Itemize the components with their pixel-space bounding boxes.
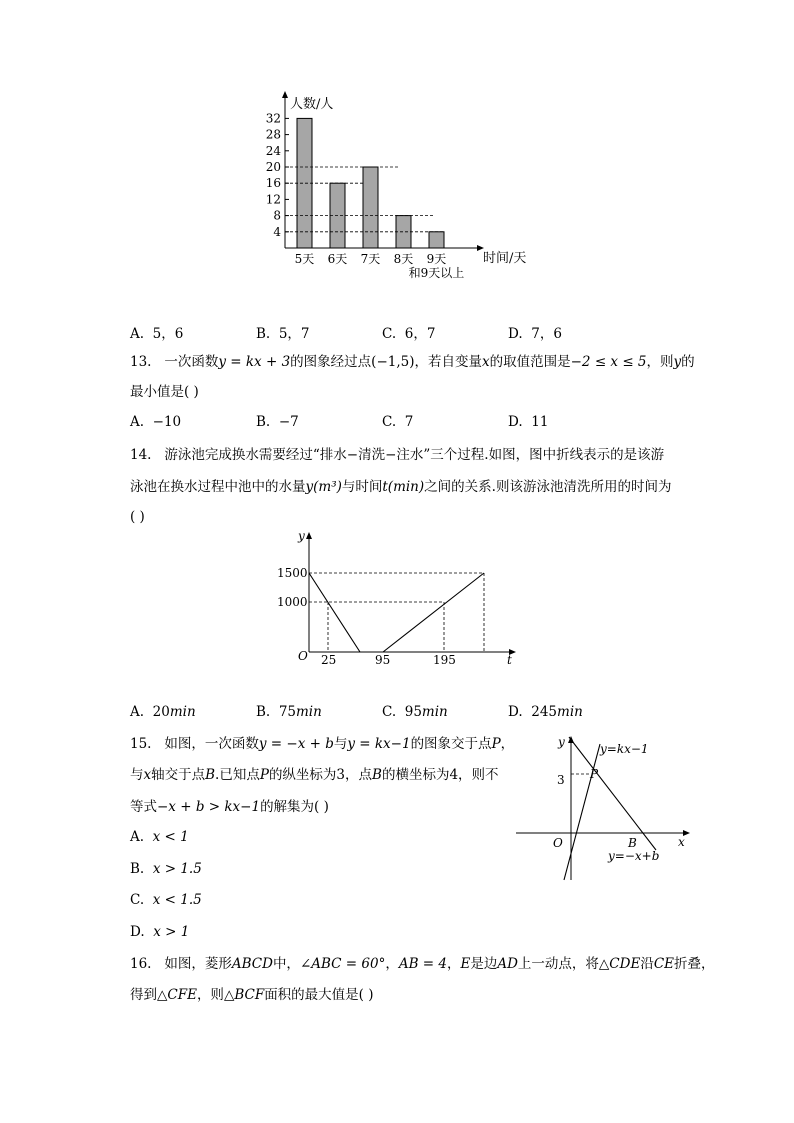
q13-option-d[interactable]: D. 11 [508,414,549,430]
category-label: 7天 [360,252,381,266]
y-tick-label: 28 [265,127,281,142]
q14-option-c[interactable]: C. 95min [382,704,448,720]
q15-option-d[interactable]: D. x > 1 [130,924,190,940]
category-label: 6天 [327,252,348,266]
q16-stem-line1: 16. 如图，菱形ABCD中，∠ABC = 60°，AB = 4，E是边AD上一动点，将△CDE沿CE折叠， [130,956,715,972]
q15-stem-line2: 与x轴交于点B.已知点P的纵坐标为3，点B的横坐标为4，则不 [130,767,499,783]
y-axis-label: y [298,529,305,543]
tick-95: 95 [375,653,391,667]
q13-stem-line2: 最小值是( ) [130,384,199,400]
bar [396,216,411,248]
volume-polyline [309,573,484,652]
y-label: y [558,735,565,749]
q15-option-a[interactable]: A. x < 1 [130,829,189,845]
q15-stem-line3: 等式−x + b > kx−1的解集为( ) [130,799,329,815]
t-axis-label: t [507,653,512,667]
q14-number: 14. [130,447,152,463]
y-axis-arrow [282,91,288,98]
q12-option-a[interactable]: A. 5，6 [130,326,184,342]
y-tick-label: 32 [265,111,281,126]
y-tick-label: 12 [265,192,281,207]
q14-option-a[interactable]: A. 20min [130,704,196,720]
q13-number: 13. [130,354,152,370]
q15-number: 15. [130,736,152,752]
y-tick-label: 4 [273,224,281,239]
q16-number: 16. [130,956,152,972]
q14-stem-line3: ( ) [130,509,145,525]
tick-1500: 1500 [277,566,308,580]
q15-stem-line1: 15. 如图，一次函数y = −x + b与y = kx−1的图象交于点P， [130,736,515,752]
q13-option-a[interactable]: A. −10 [130,414,182,430]
line-kx-minus-1 [564,744,600,880]
tick-1000: 1000 [277,595,308,609]
bar-chart-days [250,88,550,288]
q14-option-b[interactable]: B. 75min [256,704,322,720]
tick-195: 195 [433,653,456,667]
tick-25: 25 [321,653,337,667]
eq-kx-label: y=kx−1 [600,742,649,756]
category-label-line2: 和9天以上 [408,266,465,280]
q13-option-c[interactable]: C. 7 [382,414,414,430]
q14-stem-line2: 泳池在换水过程中池中的水量y(m³)与时间t(min)之间的关系.则该游泳池清洗所用的时间为 [130,479,672,495]
q14-option-d[interactable]: D. 245min [508,704,583,720]
q13-option-b[interactable]: B. −7 [256,414,299,430]
q16-stem-line2: 得到△CFE，则△BCF面积的最大值是( ) [130,987,374,1003]
x-label: x [678,835,685,849]
q15-option-b[interactable]: B. x > 1.5 [130,861,202,877]
bar [297,118,312,248]
point-b-label: B [628,836,637,850]
water-volume-graph [277,528,530,670]
y-tick-label: 24 [265,143,281,158]
q14-stem-line1: 14. 游泳池完成换水需要经过“排水−清洗−注水”三个过程.如图，图中折线表示的是该游 [130,447,665,463]
y-axis-arrow [306,532,312,539]
y-axis-title: 人数/人 [290,97,334,112]
q12-option-b[interactable]: B. 5，7 [256,326,310,342]
y-tick-label: 8 [273,208,281,223]
category-label: 9天 [426,252,447,266]
q12-option-d[interactable]: D. 7，6 [508,326,562,342]
bar [429,232,444,248]
x-axis-title: 时间/天 [483,251,527,266]
bar [363,167,378,248]
category-label: 5天 [294,252,315,266]
linear-functions-graph [514,730,694,890]
tick-3: 3 [557,773,565,787]
y-tick-label: 20 [265,160,281,174]
point-p-label: P [590,767,599,781]
q15-option-c[interactable]: C. x < 1.5 [130,892,202,908]
q13-stem-line1: 13. 一次函数y = kx + 3的图象经过点(−1,5)，若自变量x的取值范围是−2 ≤ x ≤ 5，则y的 [130,354,695,370]
y-tick-label: 16 [265,176,281,191]
q12-option-c[interactable]: C. 6，7 [382,326,436,342]
eq-neg-x-label: y=−x+b [608,849,660,863]
origin-label: O [553,836,563,850]
category-label: 8天 [393,252,414,266]
origin-label: O [298,649,308,663]
